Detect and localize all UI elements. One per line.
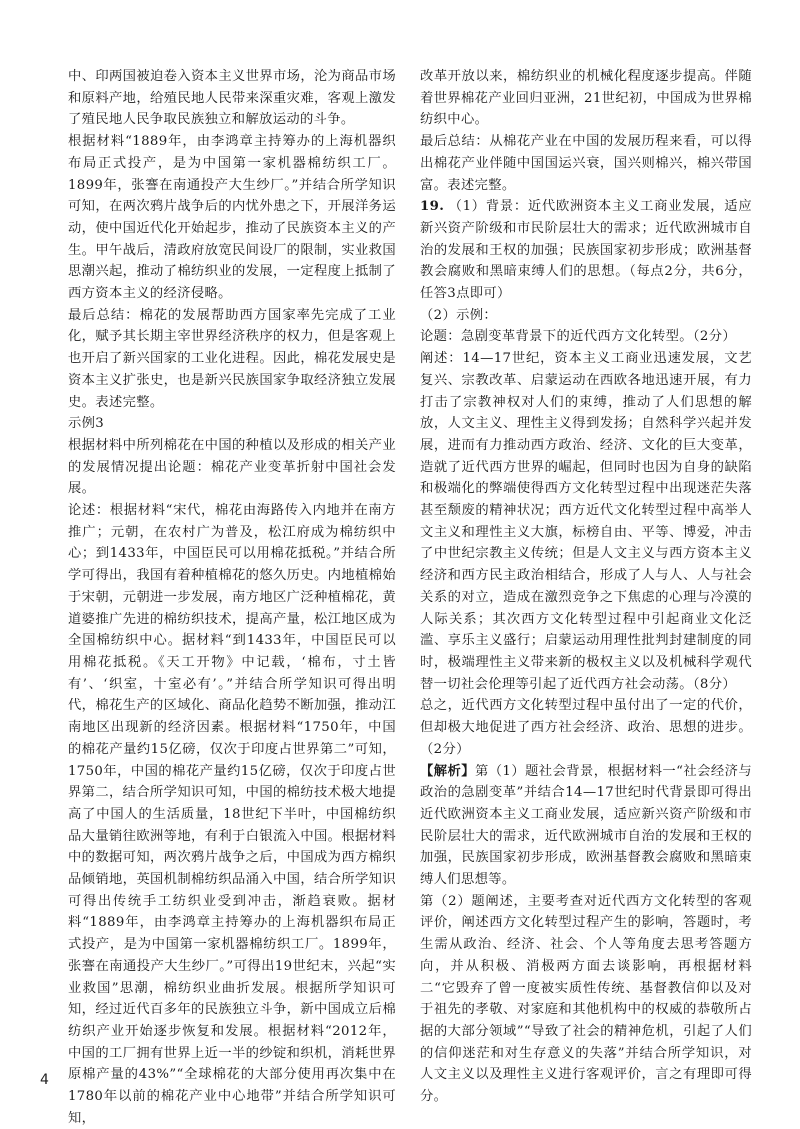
analysis-tag: 【解析】	[420, 763, 475, 779]
paragraph: 最后总结：从棉花产业在中国的发展历程来看，可以得出棉花产业伴随中国国运兴衰，国兴则棉兴，棉兴带国富。表述完整。	[420, 134, 752, 193]
paragraph: 总之，近代西方文化转型过程中虽付出了一定的代价，但却极大地促进了西方社会经济、政治、思想的进步。（2分）	[420, 698, 752, 757]
paragraph: 最后总结：棉花的发展帮助西方国家率先完成了工业化，赋予其长期主宰世界经济秩序的权力，但是客观上也开启了新兴国家的工业化进程。因此，棉花发展史是资本主义扩张史，也是新兴民族国家争取经济独立发展史。表述完整。	[68, 307, 396, 410]
paragraph: 论述：根据材料“宋代，棉花由海路传入内地并在南方推广；元朝，在农村广为普及，松江府成为棉纺织中心；到1433年，中国臣民可以用棉花抵税。”并结合所学可得出，我国有着种植棉花的悠久历史。内地植棉始于宋朝，元朝进一步发展，南方地区广泛种植棉花，黄道婆推广先进的棉纺织技术，提高产量，松江地区成为全国棉纺织中心。据材料“到1433年，中国臣民可以用棉花抵税。《天工开物》中记载，‘棉布，寸土皆有’、‘织室，十室必有’。”并结合所学知识可得出明代，棉花生产的区域化、商品化趋势不断加强，推动江南地区出现新的经济因素。根据材料“1750年，中国的棉花产量约15亿磅，仅次于印度占世界第二”可知，1750年，中国的棉花产量约15亿磅，仅次于印度占世界第二，结合所学知识可知，中国的棉纺技术极大地提高了中国人的生活质量，18世纪下半叶，中国棉纺织品大量销往欧洲等地，有利于白银流入中国。根据材料中的数据可知，两次鸦片战争之后，中国成为西方棉织品倾销地，英国机制棉纺织品涌入中国，结合所学知识可得出传统手工纺织业受到冲击，渐趋衰败。据材料“1889年，由李鸿章主持筹办的上海机器织布局正式投产，是为中国第一家机器棉纺织工厂。1899年，张謇在南通投产大生纱厂。”可得出19世纪末，兴起“实业救国”思潮，棉纺织业曲折发展。根据所学知识可知，经过近代百多年的民族独立斗争，新中国成立后棉纺织产业开始逐步恢复和发展。根据材料“2012年，中国的工厂拥有世界上近一半的纱锭和织机，消耗世界原棉产量的43%”“全球棉花的大部分使用再次集中在1780年以前的棉花产业中心地带”并结合所学知识可知，	[68, 503, 396, 1126]
paragraph: 论题：急剧变革背景下的近代西方文化转型。（2分）	[420, 329, 737, 345]
analysis-paragraph: 【解析】第（1）题社会背景，根据材料一“社会经济与政治的急剧变革”并结合14—17世纪时代背景即可得出近代欧洲资本主义工商业发展，适应新兴资产阶级和市民阶层壮大的需求，近代欧洲城市自治的发展和王权的加强，民族国家初步形成，欧洲基督教会腐败和黑暗束缚人们思想等。	[420, 763, 752, 888]
paragraph: 中、印两国被迫卷入资本主义世界市场，沦为商品市场和原料产地，给殖民地人民带来深重灾难，客观上激发了殖民地人民争取民族独立和解放运动的斗争。	[68, 69, 396, 128]
question-number: 19.	[420, 199, 445, 215]
left-column	[68, 66, 396, 1129]
right-column	[420, 66, 752, 1108]
example-heading: 示例3	[68, 416, 105, 432]
page-number: 4	[40, 1072, 49, 1088]
paragraph: 改革开放以来，棉纺织业的机械化程度逐步提高。伴随着世界棉花产业回归亚洲，21世纪初，中国成为世界棉纺织中心。	[420, 69, 752, 128]
question-19-part-2-heading: （2）示例：	[420, 307, 498, 323]
analysis-paragraph-2: 第（2）题阐述，主要考查对近代西方文化转型的客观评价，阐述西方文化转型过程产生的影响，答题时，考生需从政治、经济、社会、个人等角度去思考答题方向，并从积极、消极两方面去谈影响，再根据材料二“它毁弃了曾一度被实质性传统、基督教信仰以及对于祖先的孝敬、对家庭和其他机构中的权威的恭敬所占据的大部分领域”“导致了社会的精神危机，引起了人们的信仰迷茫和对生存意义的失落”并结合所学知识，对人文主义以及理性主义进行客观评价，言之有理即可得分。	[420, 893, 752, 1105]
paragraph: 根据材料“1889年，由李鸿章主持筹办的上海机器织布局正式投产，是为中国第一家机器棉纺织工厂。1899年，张謇在南通投产大生纱厂。”并结合所学知识可知，在两次鸦片战争后的内忧外患之下，开展洋务运动，使中国近代化开始起步，推动了民族资本主义的产生。甲午战后，清政府放宽民间设厂的限制，实业救国思潮兴起，推动了棉纺织业的发展，一定程度上抵制了西方资本主义的经济侵略。	[68, 134, 396, 302]
question-19-part-1: 19. （1）背景：近代欧洲资本主义工商业发展，适应新兴资产阶级和市民阶层壮大的需求；近代欧洲城市自治的发展和王权的加强；民族国家初步形成；欧洲基督教会腐败和黑暗束缚人们的思想。（每点2分，共6分，任答3点即可）	[420, 199, 752, 302]
paragraph: 根据材料中所列棉花在中国的种植以及形成的相关产业的发展情况提出论题：棉花产业变革折射中国社会发展。	[68, 437, 396, 497]
paragraph: 阐述：14—17世纪，资本主义工商业迅速发展，文艺复兴、宗教改革、启蒙运动在西欧各地迅速开展，有力打击了宗教神权对人们的束缚，推动了人们思想的解放，人文主义、理性主义得到发扬；自然科学兴起并发展，进而有力推动西方政治、经济、文化的巨大变革，造就了近代西方世界的崛起，但同时也因为自身的缺陷和极端化的弊端使得西方文化转型过程中出现迷茫失落甚至颓废的精神状况；西方近代文化转型过程中高举人文主义和理性主义大旗，标榜自由、平等、博爱，冲击了中世纪宗教主义传统；但是人文主义与西方资本主义经济和西方民主政治相结合，形成了人与人、人与社会关系的对立，造成在激烈竞争之下焦虑的心理与冷漠的人际关系；其次西方文化转型过程中引起商业文化泛滥、享乐主义盛行；启蒙运动用理性批判封建制度的同时，极端理性主义带来新的极权主义以及机械科学观代替一切社会伦理等引起了近代西方社会动荡。（8分）	[420, 351, 752, 692]
